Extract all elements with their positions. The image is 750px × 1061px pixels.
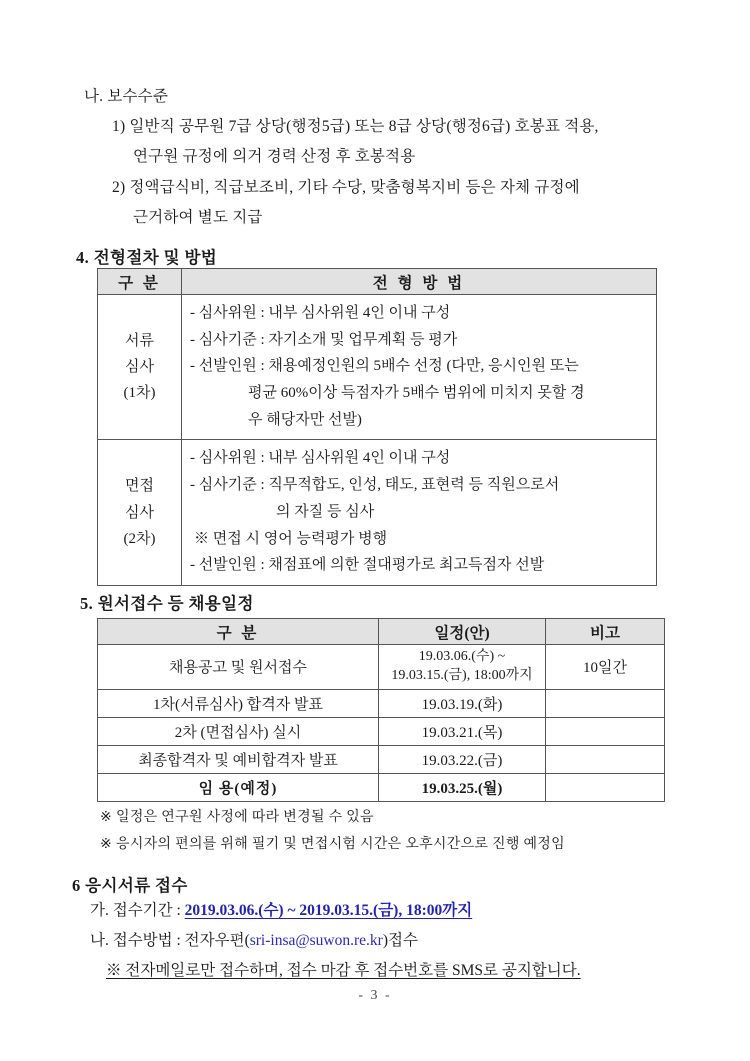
row-method-document-review [182, 295, 657, 440]
schedule-notes [100, 804, 565, 859]
row-division-interview [98, 440, 182, 585]
method-line-note: ※ 면접 시 영어 능력평가 병행 [194, 530, 388, 547]
submission-method-suffix: )접수 [382, 932, 418, 950]
compensation-heading: 나. 보수수준 [84, 88, 169, 105]
division-line: 서류 [125, 332, 154, 349]
division-line: (2차) [123, 530, 156, 547]
method-line: - 선발인원 : 채용예정인원의 5배수 선정 (다만, 응시인원 또는 [190, 358, 579, 375]
schedule-division: 2차 (면접심사) 실시 [98, 717, 379, 745]
compensation-item-1-cont: 연구원 규정에 의거 경력 산정 후 호봉적용 [133, 148, 416, 166]
method-line: - 심사기준 : 자기소개 및 업무계획 등 평가 [190, 331, 458, 348]
note-item [100, 831, 565, 858]
method-line: - 심사위원 : 내부 심사위원 4인 이내 구성 [190, 305, 451, 321]
compensation-item-1: 1) 일반직 공무원 7급 상당(행정5급) 또는 8급 상당(행정6급) 호봉표 적용, [112, 118, 599, 136]
reference-mark-icon: ※ [106, 962, 122, 980]
table-row [98, 440, 657, 585]
table-row [98, 645, 665, 690]
method-line: - 심사기준 : 직무적합도, 인성, 태도, 표현력 등 직원으로서 [190, 477, 560, 494]
submission-period-value: 2019.03.06.(수) ~ 2019.03.15.(금), 18:00까지 [184, 902, 473, 919]
section-4-heading: 4. 전형절차 및 방법 [76, 248, 218, 267]
table-header-row [98, 619, 665, 645]
schedule-date: 19.03.19.(화) [379, 689, 546, 717]
compensation-block [84, 82, 599, 233]
schedule-division: 최종합격자 및 예비합격자 발표 [98, 745, 379, 773]
note-item [100, 804, 565, 831]
table-row [98, 745, 665, 773]
header-division: 구 분 [98, 269, 182, 295]
schedule-date: 19.03.21.(목) [379, 717, 546, 745]
division-line: 심사 [125, 359, 154, 376]
schedule-date: 19.03.22.(금) [379, 745, 546, 773]
compensation-item-2: 2) 정액급식비, 직급보조비, 기타 수당, 맞춤형복지비 등은 자체 규정에 [112, 178, 580, 196]
header-remark: 비고 [546, 619, 665, 645]
header-division: 구 분 [98, 619, 379, 645]
row-division-document-review [98, 295, 182, 440]
table-row [98, 689, 665, 717]
schedule-division: 1차(서류심사) 합격자 발표 [98, 689, 379, 717]
page-number: - 3 - [358, 988, 392, 1003]
schedule-remark [546, 773, 665, 801]
method-line: 의 자질 등 심사 [276, 503, 375, 520]
schedule-date-line: 19.03.15.(금), 18:00까지 [391, 667, 533, 683]
application-submission-block [90, 896, 581, 987]
table-row [98, 295, 657, 440]
submission-period-line [90, 896, 581, 926]
table-row [98, 717, 665, 745]
submission-note-line [106, 956, 581, 986]
schedule-date: 19.03.25.(월) [379, 773, 546, 801]
selection-process-table [97, 268, 657, 586]
method-line: - 심사위원 : 내부 심사위원 4인 이내 구성 [190, 450, 451, 467]
email-link[interactable]: sri-insa@suwon.re.kr [249, 932, 383, 950]
schedule-division: 임 용(예정) [98, 773, 379, 801]
method-line: - 선발인원 : 채점표에 의한 절대평가로 최고득점자 선발 [190, 557, 545, 574]
schedule-remark: 10일간 [546, 645, 665, 690]
division-line: 심사 [125, 504, 154, 521]
schedule-division: 채용공고 및 원서접수 [98, 645, 379, 690]
schedule-remark [546, 689, 665, 717]
compensation-item-2-cont: 근거하여 별도 지급 [133, 208, 263, 226]
submission-method-label: 나. 접수방법 : 전자우편( [90, 932, 250, 950]
table-row-appointment [98, 773, 665, 801]
schedule-date [379, 645, 546, 690]
row-method-interview [182, 440, 657, 585]
submission-note-text: 전자메일로만 접수하며, 접수 마감 후 접수번호를 SMS로 공지합니다. [125, 962, 581, 980]
submission-method-line [90, 926, 581, 956]
division-line: (1차) [123, 385, 156, 402]
method-line: 우 해당자만 선발) [248, 411, 362, 428]
note-text: 응시자의 편의를 위해 필기 및 면접시험 시간은 오후시간으로 진행 예정임 [116, 837, 565, 853]
reference-mark-icon: ※ [100, 810, 113, 825]
division-line: 면접 [125, 478, 154, 495]
reference-mark-icon: ※ [100, 837, 113, 853]
schedule-remark [546, 717, 665, 745]
section-5-heading: 5. 원서접수 등 채용일정 [80, 594, 254, 613]
method-line: 평균 60%이상 득점자가 5배수 범위에 미치지 못할 경 [248, 385, 585, 402]
note-text: 일정은 연구원 사정에 따라 변경될 수 있음 [116, 810, 374, 825]
submission-period-label: 가. 접수기간 : [90, 902, 185, 919]
table-header-row [98, 269, 657, 295]
schedule-date-line: 19.03.06.(수) ~ [418, 649, 506, 664]
header-schedule: 일정(안) [379, 619, 546, 645]
schedule-remark [546, 745, 665, 773]
recruitment-schedule-table [97, 618, 665, 802]
section-6-heading: 6 응시서류 접수 [72, 876, 188, 895]
header-method: 전 형 방 법 [182, 269, 657, 295]
